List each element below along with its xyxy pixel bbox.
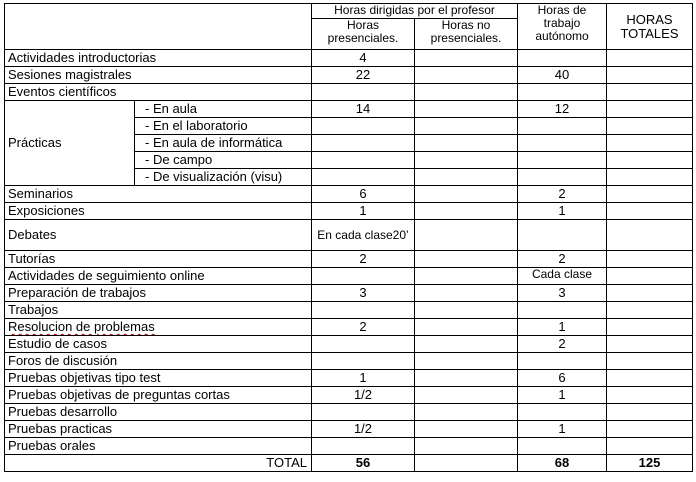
cell-no-presenciales — [415, 404, 518, 421]
practicas-label: Prácticas — [5, 101, 135, 186]
cell-presenciales: 14 — [312, 101, 415, 118]
row-label: Exposiciones — [5, 203, 312, 220]
header-totales: HORAS TOTALES — [607, 4, 693, 50]
table-row — [5, 186, 693, 203]
header-no-presenciales: Horas no presenciales. — [415, 19, 518, 50]
cell-autonomo — [518, 404, 607, 421]
cell-presenciales — [312, 169, 415, 186]
total-no-presenciales — [415, 455, 518, 472]
cell-no-presenciales — [415, 118, 518, 135]
cell-no-presenciales — [415, 152, 518, 169]
table-row — [5, 84, 693, 101]
cell-totales — [607, 251, 693, 268]
cell-autonomo — [518, 353, 607, 370]
table-row — [5, 67, 693, 84]
row-label: Pruebas objetivas de preguntas cortas — [5, 387, 312, 404]
table-row — [5, 203, 693, 220]
table-row — [5, 387, 693, 404]
cell-presenciales — [312, 152, 415, 169]
cell-no-presenciales — [415, 421, 518, 438]
cell-autonomo — [518, 220, 607, 251]
cell-autonomo — [518, 84, 607, 101]
practicas-sub-label: - De visualización (visu) — [135, 169, 312, 186]
cell-autonomo: 1 — [518, 203, 607, 220]
cell-presenciales: 3 — [312, 285, 415, 302]
row-label: Seminarios — [5, 186, 312, 203]
table-row — [5, 319, 693, 336]
table-row — [5, 101, 693, 118]
header-empty-cell — [5, 4, 312, 50]
cell-autonomo — [518, 118, 607, 135]
table-row — [5, 268, 693, 285]
total-presenciales: 56 — [312, 455, 415, 472]
practicas-sub-label: - En el laboratorio — [135, 118, 312, 135]
table-row — [5, 251, 693, 268]
row-label: Tutorías — [5, 251, 312, 268]
cell-totales — [607, 421, 693, 438]
cell-totales — [607, 101, 693, 118]
cell-autonomo — [518, 169, 607, 186]
practicas-sub-label: - De campo — [135, 152, 312, 169]
cell-no-presenciales — [415, 268, 518, 285]
practicas-sub-label: - En aula — [135, 101, 312, 118]
row-label: Debates — [5, 220, 312, 251]
row-label: Pruebas orales — [5, 438, 312, 455]
table-row — [5, 220, 693, 251]
cell-autonomo: 12 — [518, 101, 607, 118]
table-row — [5, 285, 693, 302]
cell-presenciales — [312, 336, 415, 353]
header-group-label: Horas dirigidas por el profesor — [312, 4, 518, 19]
cell-totales — [607, 268, 693, 285]
total-autonomo: 68 — [518, 455, 607, 472]
header-row-1 — [5, 4, 693, 19]
cell-totales — [607, 152, 693, 169]
cell-autonomo — [518, 438, 607, 455]
cell-totales — [607, 169, 693, 186]
cell-presenciales — [312, 302, 415, 319]
cell-totales — [607, 50, 693, 67]
cell-totales — [607, 370, 693, 387]
row-label: Trabajos — [5, 302, 312, 319]
row-label: Pruebas practicas — [5, 421, 312, 438]
cell-autonomo: 2 — [518, 251, 607, 268]
cell-presenciales — [312, 404, 415, 421]
cell-no-presenciales — [415, 220, 518, 251]
cell-presenciales: 2 — [312, 251, 415, 268]
cell-no-presenciales — [415, 135, 518, 152]
table-row — [5, 404, 693, 421]
cell-presenciales: 1/2 — [312, 387, 415, 404]
cell-totales — [607, 220, 693, 251]
row-label: Foros de discusión — [5, 353, 312, 370]
cell-autonomo: 6 — [518, 370, 607, 387]
row-label: Actividades de seguimiento online — [5, 268, 312, 285]
cell-presenciales: 2 — [312, 319, 415, 336]
cell-no-presenciales — [415, 50, 518, 67]
cell-no-presenciales — [415, 285, 518, 302]
cell-no-presenciales — [415, 370, 518, 387]
cell-no-presenciales — [415, 186, 518, 203]
cell-autonomo: 2 — [518, 336, 607, 353]
cell-totales — [607, 285, 693, 302]
row-label: Eventos científicos — [5, 84, 312, 101]
table-row — [5, 336, 693, 353]
cell-presenciales — [312, 353, 415, 370]
header-autonomo: Horas de trabajo autónomo — [518, 4, 607, 50]
row-label: Preparación de trabajos — [5, 285, 312, 302]
cell-totales — [607, 118, 693, 135]
cell-presenciales: 6 — [312, 186, 415, 203]
cell-no-presenciales — [415, 438, 518, 455]
cell-no-presenciales — [415, 387, 518, 404]
cell-totales — [607, 135, 693, 152]
cell-no-presenciales — [415, 302, 518, 319]
cell-totales — [607, 387, 693, 404]
cell-presenciales: 4 — [312, 50, 415, 67]
cell-no-presenciales — [415, 101, 518, 118]
row-label: Pruebas desarrollo — [5, 404, 312, 421]
cell-presenciales — [312, 268, 415, 285]
total-label: TOTAL — [5, 455, 312, 472]
cell-totales — [607, 186, 693, 203]
cell-autonomo: 3 — [518, 285, 607, 302]
table-row — [5, 438, 693, 455]
cell-presenciales — [312, 135, 415, 152]
row-label: Actividades introductorias — [5, 50, 312, 67]
cell-totales — [607, 353, 693, 370]
cell-no-presenciales — [415, 67, 518, 84]
cell-presenciales — [312, 438, 415, 455]
cell-totales — [607, 84, 693, 101]
practicas-sub-label: - En aula de informática — [135, 135, 312, 152]
table-row — [5, 421, 693, 438]
total-totales: 125 — [607, 455, 693, 472]
cell-autonomo: 1 — [518, 319, 607, 336]
cell-no-presenciales — [415, 336, 518, 353]
table-row — [5, 353, 693, 370]
cell-autonomo — [518, 135, 607, 152]
cell-autonomo — [518, 50, 607, 67]
cell-totales — [607, 319, 693, 336]
cell-no-presenciales — [415, 319, 518, 336]
row-label: Pruebas objetivas tipo test — [5, 370, 312, 387]
cell-totales — [607, 438, 693, 455]
cell-no-presenciales — [415, 84, 518, 101]
cell-autonomo: 1 — [518, 387, 607, 404]
cell-autonomo — [518, 302, 607, 319]
row-label — [5, 319, 312, 336]
cell-presenciales: 1/2 — [312, 421, 415, 438]
cell-autonomo: 40 — [518, 67, 607, 84]
cell-presenciales — [312, 118, 415, 135]
table-row — [5, 302, 693, 319]
cell-autonomo: 2 — [518, 186, 607, 203]
cell-presenciales: En cada clase20’ — [312, 220, 415, 251]
cell-no-presenciales — [415, 251, 518, 268]
table-row — [5, 50, 693, 67]
header-presenciales: Horas presenciales. — [312, 19, 415, 50]
cell-totales — [607, 67, 693, 84]
total-row — [5, 455, 693, 472]
row-label-text: Resolucion de problemas — [8, 319, 155, 334]
table-row — [5, 370, 693, 387]
cell-presenciales: 1 — [312, 370, 415, 387]
cell-autonomo: 1 — [518, 421, 607, 438]
cell-totales — [607, 203, 693, 220]
cell-presenciales: 22 — [312, 67, 415, 84]
cell-no-presenciales — [415, 353, 518, 370]
cell-totales — [607, 404, 693, 421]
cell-presenciales: 1 — [312, 203, 415, 220]
cell-autonomo: Cada clase — [518, 268, 607, 285]
hours-table — [4, 3, 693, 472]
cell-no-presenciales — [415, 169, 518, 186]
cell-totales — [607, 336, 693, 353]
row-label: Sesiones magistrales — [5, 67, 312, 84]
cell-autonomo — [518, 152, 607, 169]
cell-totales — [607, 302, 693, 319]
row-label: Estudio de casos — [5, 336, 312, 353]
cell-no-presenciales — [415, 203, 518, 220]
cell-presenciales — [312, 84, 415, 101]
